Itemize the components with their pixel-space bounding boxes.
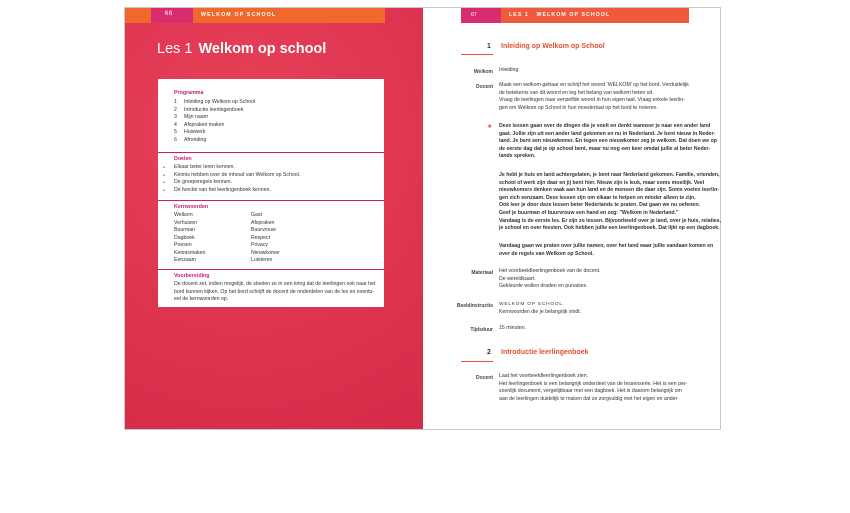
docent-text: Laat het voorbeeldleerlingenboek zien. Het leerlingenboek is een belangrijk onderdeel van de lessenserie. Het is een per- soonlijk document, vergelijkbaar met een dagboek. Het is daarom belangrijk om aan de leerlingen duidelijk te maken dat ze zorgvuldig met het eigen en ander-: [499, 373, 688, 402]
docent-text: Maak een welkom-gebaar en schrijf het woord ‘WELKOM’ op het bord. Verduidelijk de betekenis van dit woord en leg het belang van welkom heten uit. Vraag de leerlingen naar eenzelfde woord in hun eigen taal. Vraag enkele leerlin- gen om Welkom op School in hun moedertaal op het bord te noteren.: [499, 82, 689, 111]
programma-item: 2 Introductie leerlingenboek: [174, 106, 244, 113]
doelen-item: De functie van het leerlingenboek kennen.: [174, 186, 271, 193]
kernwoord: Dagboek: [174, 234, 195, 241]
doelen-section: [158, 152, 384, 201]
kernwoord: Buurvrouw: [251, 227, 276, 233]
kernwoord: Kennismaken: [174, 249, 206, 256]
docent-speech-3: Vandaag gaan we praten over jullie namen, over het land waar jullie vandaan komen en over de regels van Welkom op School.: [499, 243, 714, 257]
doelen-item: Elkaar beter leren kennen.: [174, 164, 235, 170]
voorbereiding-text: De docent zet, indien mogelijk, de stoelen ze in een kring dat de leerlingen ook naar het bord kunnen kijken. Op het bord schrijft de docent de onderdelen van de les en eventu- eel de kernwoorden op.: [174, 281, 376, 302]
doelen-item: De groepsregels kennen.: [174, 179, 232, 185]
kernwoord: Afspraken: [251, 219, 275, 226]
kernwoord: Luisteren: [251, 257, 273, 263]
kernwoord: Privacy: [251, 242, 269, 248]
right-page: [423, 8, 720, 429]
left-page-number: 66: [165, 11, 173, 17]
lesson-overview-card: [158, 79, 384, 307]
section-divider: [461, 54, 493, 55]
left-page: [125, 8, 423, 429]
kernwoord: Eenzaam: [174, 257, 196, 263]
programma-item: 1 Inleiding op Welkom op School: [174, 99, 256, 105]
kernwoord: Buurman: [174, 227, 196, 233]
docent-speech-1: Deze lessen gaan over de dingen die je voelt en denkt wanneer je naar een ander land gaat. Jullie zijn uit een ander land gekomen en nu in Nederland. Je bent nieuw in Neder- land. Je bent een nieuwkomer. En tegen een nieuwkomer zeg je welkom. Dat doen we op de eerste dag dat je op school bent, maar nu nog een keer omdat jullie al beter Neder- lands spreken.: [499, 123, 717, 160]
kernwoord: Gast: [251, 212, 262, 218]
left-running-head: WELKOM OP SCHOOL: [201, 12, 277, 18]
tijdsduur-text: 15 minuten.: [499, 325, 527, 331]
kernwoord: Verhuizen: [174, 219, 198, 226]
kernwoorden-section: [158, 200, 384, 270]
programma-item: 4 Afspraken maken: [174, 121, 225, 128]
programma-heading: Programma: [174, 90, 204, 96]
section-title: Inleiding op Welkom op School: [501, 43, 605, 50]
kernwoord: Respect: [251, 234, 271, 241]
docent-label: Docent: [476, 375, 493, 381]
lesson-title-text: Welkom op school: [198, 41, 327, 57]
beeldinstructie-text: WELKOM OP SCHOOL. Kernwoorden die je belangrijk vindt.: [499, 302, 582, 315]
section-divider: [461, 361, 493, 362]
programma-item: 3 Mijn naam: [174, 114, 208, 120]
kernwoord: Poesen: [174, 242, 192, 248]
programma-item: 6 Afronding: [174, 136, 207, 143]
materiaal-text: Het voorbeeldleerlingenboek van de docent. De wereldkaart. Gekleurde wollen draden en punaises.: [499, 268, 601, 290]
tijdsduur-label: Tijdsduur: [470, 327, 493, 333]
right-running-head: LES 1 WELKOM OP SCHOOL: [509, 12, 611, 18]
kernwoord: Nieuwkomer: [251, 249, 280, 256]
doelen-item: Kennis hebben over de inhoud van Welkom op School.: [174, 171, 301, 178]
book-spread: [124, 7, 721, 430]
lesson-title: [157, 41, 326, 57]
section-number: 1: [487, 43, 491, 50]
voorbereiding-section: [158, 269, 384, 308]
section-number: 2: [487, 349, 491, 356]
docent-label: Docent: [476, 84, 493, 90]
section-title: Introductie leerlingenboek: [501, 349, 589, 356]
docent-speech-2: Je hebt je huis en land achtergelaten, je bent naar Nederland gekomen. Familie, vrienden, school of werk zijn daar en jij bent hier. Nieuw zijn is leuk, maar soms moeilijk. Veel nieuwkomers denken vaak aan hun land en de mensen die daar zijn. Soms voelen leerlin- gen zich eenzaam. Deze lessen zijn om elkaar te helpen en minder alleen te zijn. Ook leer je door deze lessen beter Nederlands te praten. Dat gaan we nu oefenen. Geef je buurman of buurvrouw een hand en zeg: "Welkom in Nederland." Vandaag is de eerste les. Er zijn zo lessen. Bijvoorbeeld over je land, over je huis, relaties, je school en over feesten. Ook hebben jullie een leerlingenboek. Dat lijkt op een dagboek.: [499, 172, 721, 232]
beeldinstructie-label: Beeldinstructie: [456, 303, 493, 309]
programma-item: 5 Huiswerk: [174, 129, 206, 135]
speech-star-icon: ★: [487, 124, 493, 130]
lesson-label: Les 1: [157, 41, 193, 57]
right-page-number-tab: [461, 8, 501, 23]
kernwoorden-heading: Kernwoorden: [174, 204, 209, 210]
voorbereiding-heading: Voorbereiding: [174, 273, 210, 279]
right-page-number: 67: [471, 12, 477, 18]
welkom-text: Inleiding: [499, 67, 519, 73]
kernwoord: Welkom: [174, 212, 193, 218]
bullet-icon: •: [163, 165, 165, 171]
bullet-icon: •: [163, 172, 165, 179]
doelen-heading: Doelen: [174, 156, 192, 162]
bullet-icon: •: [163, 187, 165, 194]
welkom-label: Welkom: [473, 69, 493, 75]
materiaal-label: Materiaal: [471, 270, 493, 276]
bullet-icon: •: [163, 180, 165, 186]
programma-section: [158, 79, 384, 145]
